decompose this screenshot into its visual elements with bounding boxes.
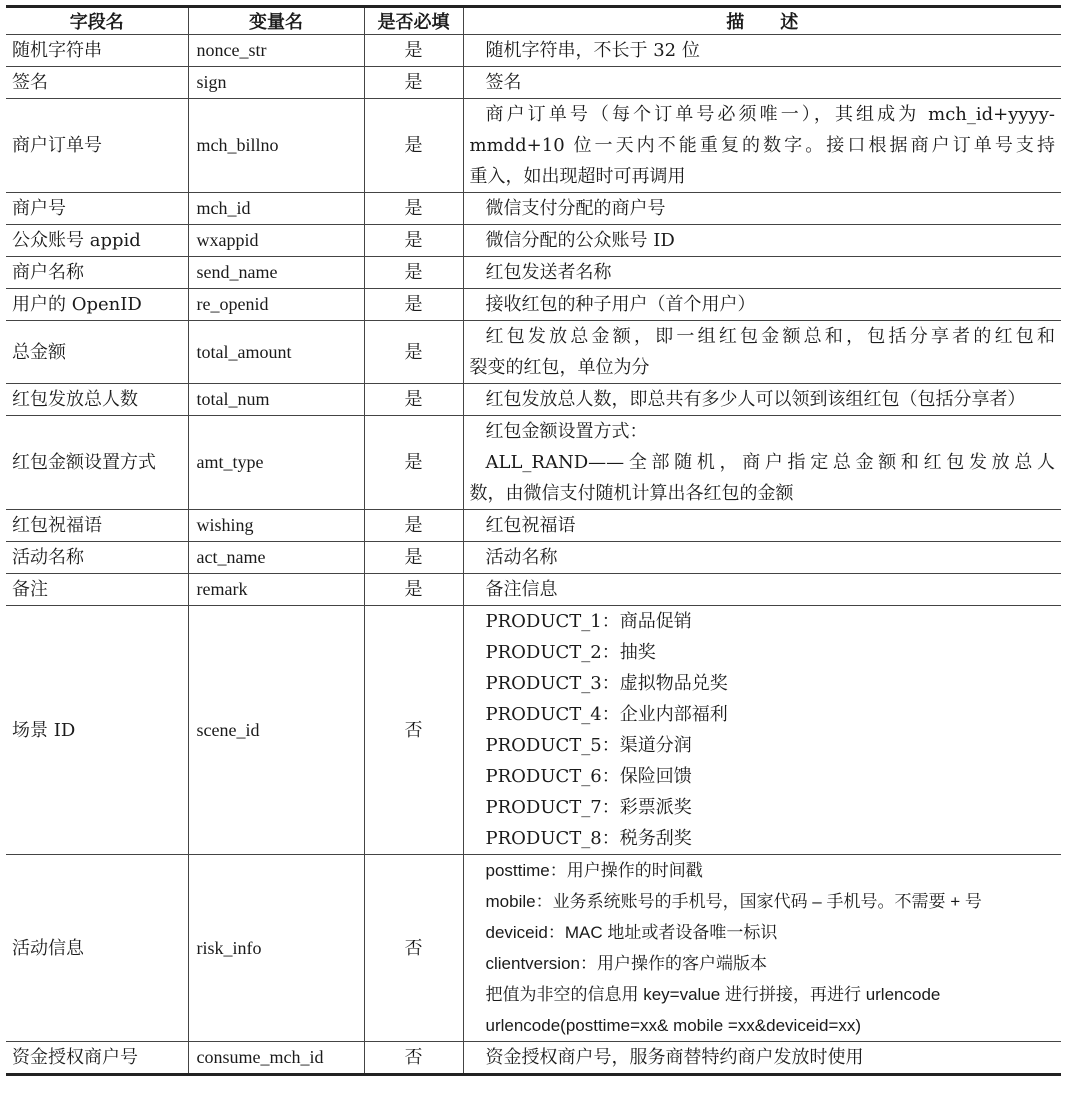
description-line: PRODUCT_1：商品促销 — [485, 611, 692, 632]
description-cell — [463, 35, 1061, 67]
variable-name-cell: total_amount — [188, 321, 364, 384]
description-line: 微信分配的公众账号 ID — [485, 230, 675, 251]
field-name-cell: 商户订单号 — [6, 99, 188, 193]
description-line: 商户订单号（每个订单号必须唯一），其组成为 mch_id+yyyy- — [485, 104, 1055, 125]
table-row — [6, 99, 1061, 193]
table-row — [6, 67, 1061, 99]
table-row — [6, 225, 1061, 257]
field-name-cell: 用户的 OpenID — [6, 289, 188, 321]
description-line: 随机字符串，不长于 32 位 — [485, 40, 700, 61]
description-line: urlencode(posttime=xx& mobile =xx&deviceid=xx) — [485, 1016, 862, 1035]
table-body — [6, 35, 1061, 1075]
variable-name-cell: remark — [188, 574, 364, 606]
required-cell: 是 — [364, 416, 463, 510]
required-cell: 是 — [364, 384, 463, 416]
table-row — [6, 321, 1061, 384]
header-description: 描 述 — [463, 7, 1061, 35]
description-cell — [463, 1042, 1061, 1075]
required-cell: 是 — [364, 225, 463, 257]
description-line: PRODUCT_6：保险回馈 — [485, 766, 692, 787]
description-cell — [463, 193, 1061, 225]
required-cell: 是 — [364, 257, 463, 289]
table-row — [6, 606, 1061, 855]
variable-name-cell: mch_id — [188, 193, 364, 225]
description-line: 把值为非空的信息用 key=value 进行拼接，再进行 urlencode — [485, 985, 941, 1004]
description-cell — [463, 225, 1061, 257]
description-cell — [463, 384, 1061, 416]
description-line: 红包金额设置方式： — [485, 421, 648, 442]
table-header-row — [6, 7, 1061, 35]
description-line: 裂变的红包，单位为分 — [469, 357, 650, 378]
description-cell — [463, 321, 1061, 384]
field-name-cell: 资金授权商户号 — [6, 1042, 188, 1075]
description-cell — [463, 257, 1061, 289]
description-line: PRODUCT_8：税务刮奖 — [485, 828, 692, 849]
description-line: PRODUCT_5：渠道分润 — [485, 735, 692, 756]
table-wrapper — [6, 5, 1061, 1076]
parameter-table — [6, 5, 1061, 1076]
description-cell — [463, 542, 1061, 574]
table-row — [6, 855, 1061, 1042]
variable-name-cell: send_name — [188, 257, 364, 289]
table-row — [6, 384, 1061, 416]
variable-name-cell: total_num — [188, 384, 364, 416]
description-line: PRODUCT_3：虚拟物品兑奖 — [485, 673, 728, 694]
variable-name-cell: act_name — [188, 542, 364, 574]
description-line: 红包祝福语 — [485, 515, 576, 536]
description-cell — [463, 416, 1061, 510]
description-line: 签名 — [485, 72, 522, 93]
table-row — [6, 257, 1061, 289]
description-line: 资金授权商户号，服务商替特约商户发放时使用 — [485, 1047, 864, 1068]
description-cell — [463, 67, 1061, 99]
required-cell: 否 — [364, 1042, 463, 1075]
table-row — [6, 35, 1061, 67]
required-cell: 是 — [364, 321, 463, 384]
required-cell: 否 — [364, 855, 463, 1042]
field-name-cell: 备注 — [6, 574, 188, 606]
description-line: PRODUCT_7：彩票派奖 — [485, 797, 692, 818]
field-name-cell: 商户号 — [6, 193, 188, 225]
header-field-name: 字段名 — [6, 7, 188, 35]
variable-name-cell: re_openid — [188, 289, 364, 321]
variable-name-cell: mch_billno — [188, 99, 364, 193]
required-cell: 否 — [364, 606, 463, 855]
required-cell: 是 — [364, 35, 463, 67]
field-name-cell: 红包发放总人数 — [6, 384, 188, 416]
description-line: PRODUCT_4：企业内部福利 — [485, 704, 728, 725]
variable-name-cell: nonce_str — [188, 35, 364, 67]
description-line: 红包发放总人数，即总共有多少人可以领到该组红包（包括分享者） — [485, 389, 1026, 410]
field-name-cell: 公众账号 appid — [6, 225, 188, 257]
description-line: mobile：业务系统账号的手机号，国家代码 – 手机号。不需要 + 号 — [485, 892, 982, 911]
variable-name-cell: sign — [188, 67, 364, 99]
description-line: 重入，如出现超时可再调用 — [469, 166, 686, 187]
table-row — [6, 574, 1061, 606]
description-line: posttime：用户操作的时间戳 — [485, 861, 703, 880]
table-row — [6, 193, 1061, 225]
variable-name-cell: wishing — [188, 510, 364, 542]
variable-name-cell: risk_info — [188, 855, 364, 1042]
description-cell — [463, 99, 1061, 193]
required-cell: 是 — [364, 99, 463, 193]
table-row — [6, 1042, 1061, 1075]
field-name-cell: 活动名称 — [6, 542, 188, 574]
description-line: 备注信息 — [485, 579, 558, 600]
variable-name-cell: scene_id — [188, 606, 364, 855]
table-row — [6, 416, 1061, 510]
description-cell — [463, 510, 1061, 542]
variable-name-cell: consume_mch_id — [188, 1042, 364, 1075]
description-line: clientversion：用户操作的客户端版本 — [485, 954, 767, 973]
required-cell: 是 — [364, 67, 463, 99]
description-line: 红包发放总金额，即一组红包金额总和，包括分享者的红包和 — [485, 326, 1055, 347]
description-line: deviceid：MAC 地址或者设备唯一标识 — [485, 923, 778, 942]
field-name-cell: 签名 — [6, 67, 188, 99]
variable-name-cell: amt_type — [188, 416, 364, 510]
description-cell — [463, 606, 1061, 855]
variable-name-cell: wxappid — [188, 225, 364, 257]
description-line: 微信支付分配的商户号 — [485, 198, 666, 219]
required-cell: 是 — [364, 193, 463, 225]
header-required: 是否必填 — [364, 7, 463, 35]
description-line: 活动名称 — [485, 547, 558, 568]
field-name-cell: 场景 ID — [6, 606, 188, 855]
description-cell — [463, 855, 1061, 1042]
field-name-cell: 总金额 — [6, 321, 188, 384]
field-name-cell: 红包金额设置方式 — [6, 416, 188, 510]
required-cell: 是 — [364, 542, 463, 574]
table-row — [6, 289, 1061, 321]
field-name-cell: 商户名称 — [6, 257, 188, 289]
description-cell — [463, 289, 1061, 321]
description-line: 红包发送者名称 — [485, 262, 612, 283]
required-cell: 是 — [364, 574, 463, 606]
description-line: PRODUCT_2：抽奖 — [485, 642, 656, 663]
description-line: ALL_RAND——全部随机，商户指定总金额和红包发放总人 — [485, 452, 1055, 473]
description-cell — [463, 574, 1061, 606]
table-row — [6, 510, 1061, 542]
description-line: 接收红包的种子用户（首个用户） — [485, 294, 756, 315]
required-cell: 是 — [364, 289, 463, 321]
required-cell: 是 — [364, 510, 463, 542]
description-line: 数，由微信支付随机计算出各红包的金额 — [469, 483, 794, 504]
field-name-cell: 随机字符串 — [6, 35, 188, 67]
header-variable-name: 变量名 — [188, 7, 364, 35]
field-name-cell: 活动信息 — [6, 855, 188, 1042]
field-name-cell: 红包祝福语 — [6, 510, 188, 542]
table-row — [6, 542, 1061, 574]
description-line: mmdd+10 位一天内不能重复的数字。接口根据商户订单号支持 — [469, 135, 1055, 156]
